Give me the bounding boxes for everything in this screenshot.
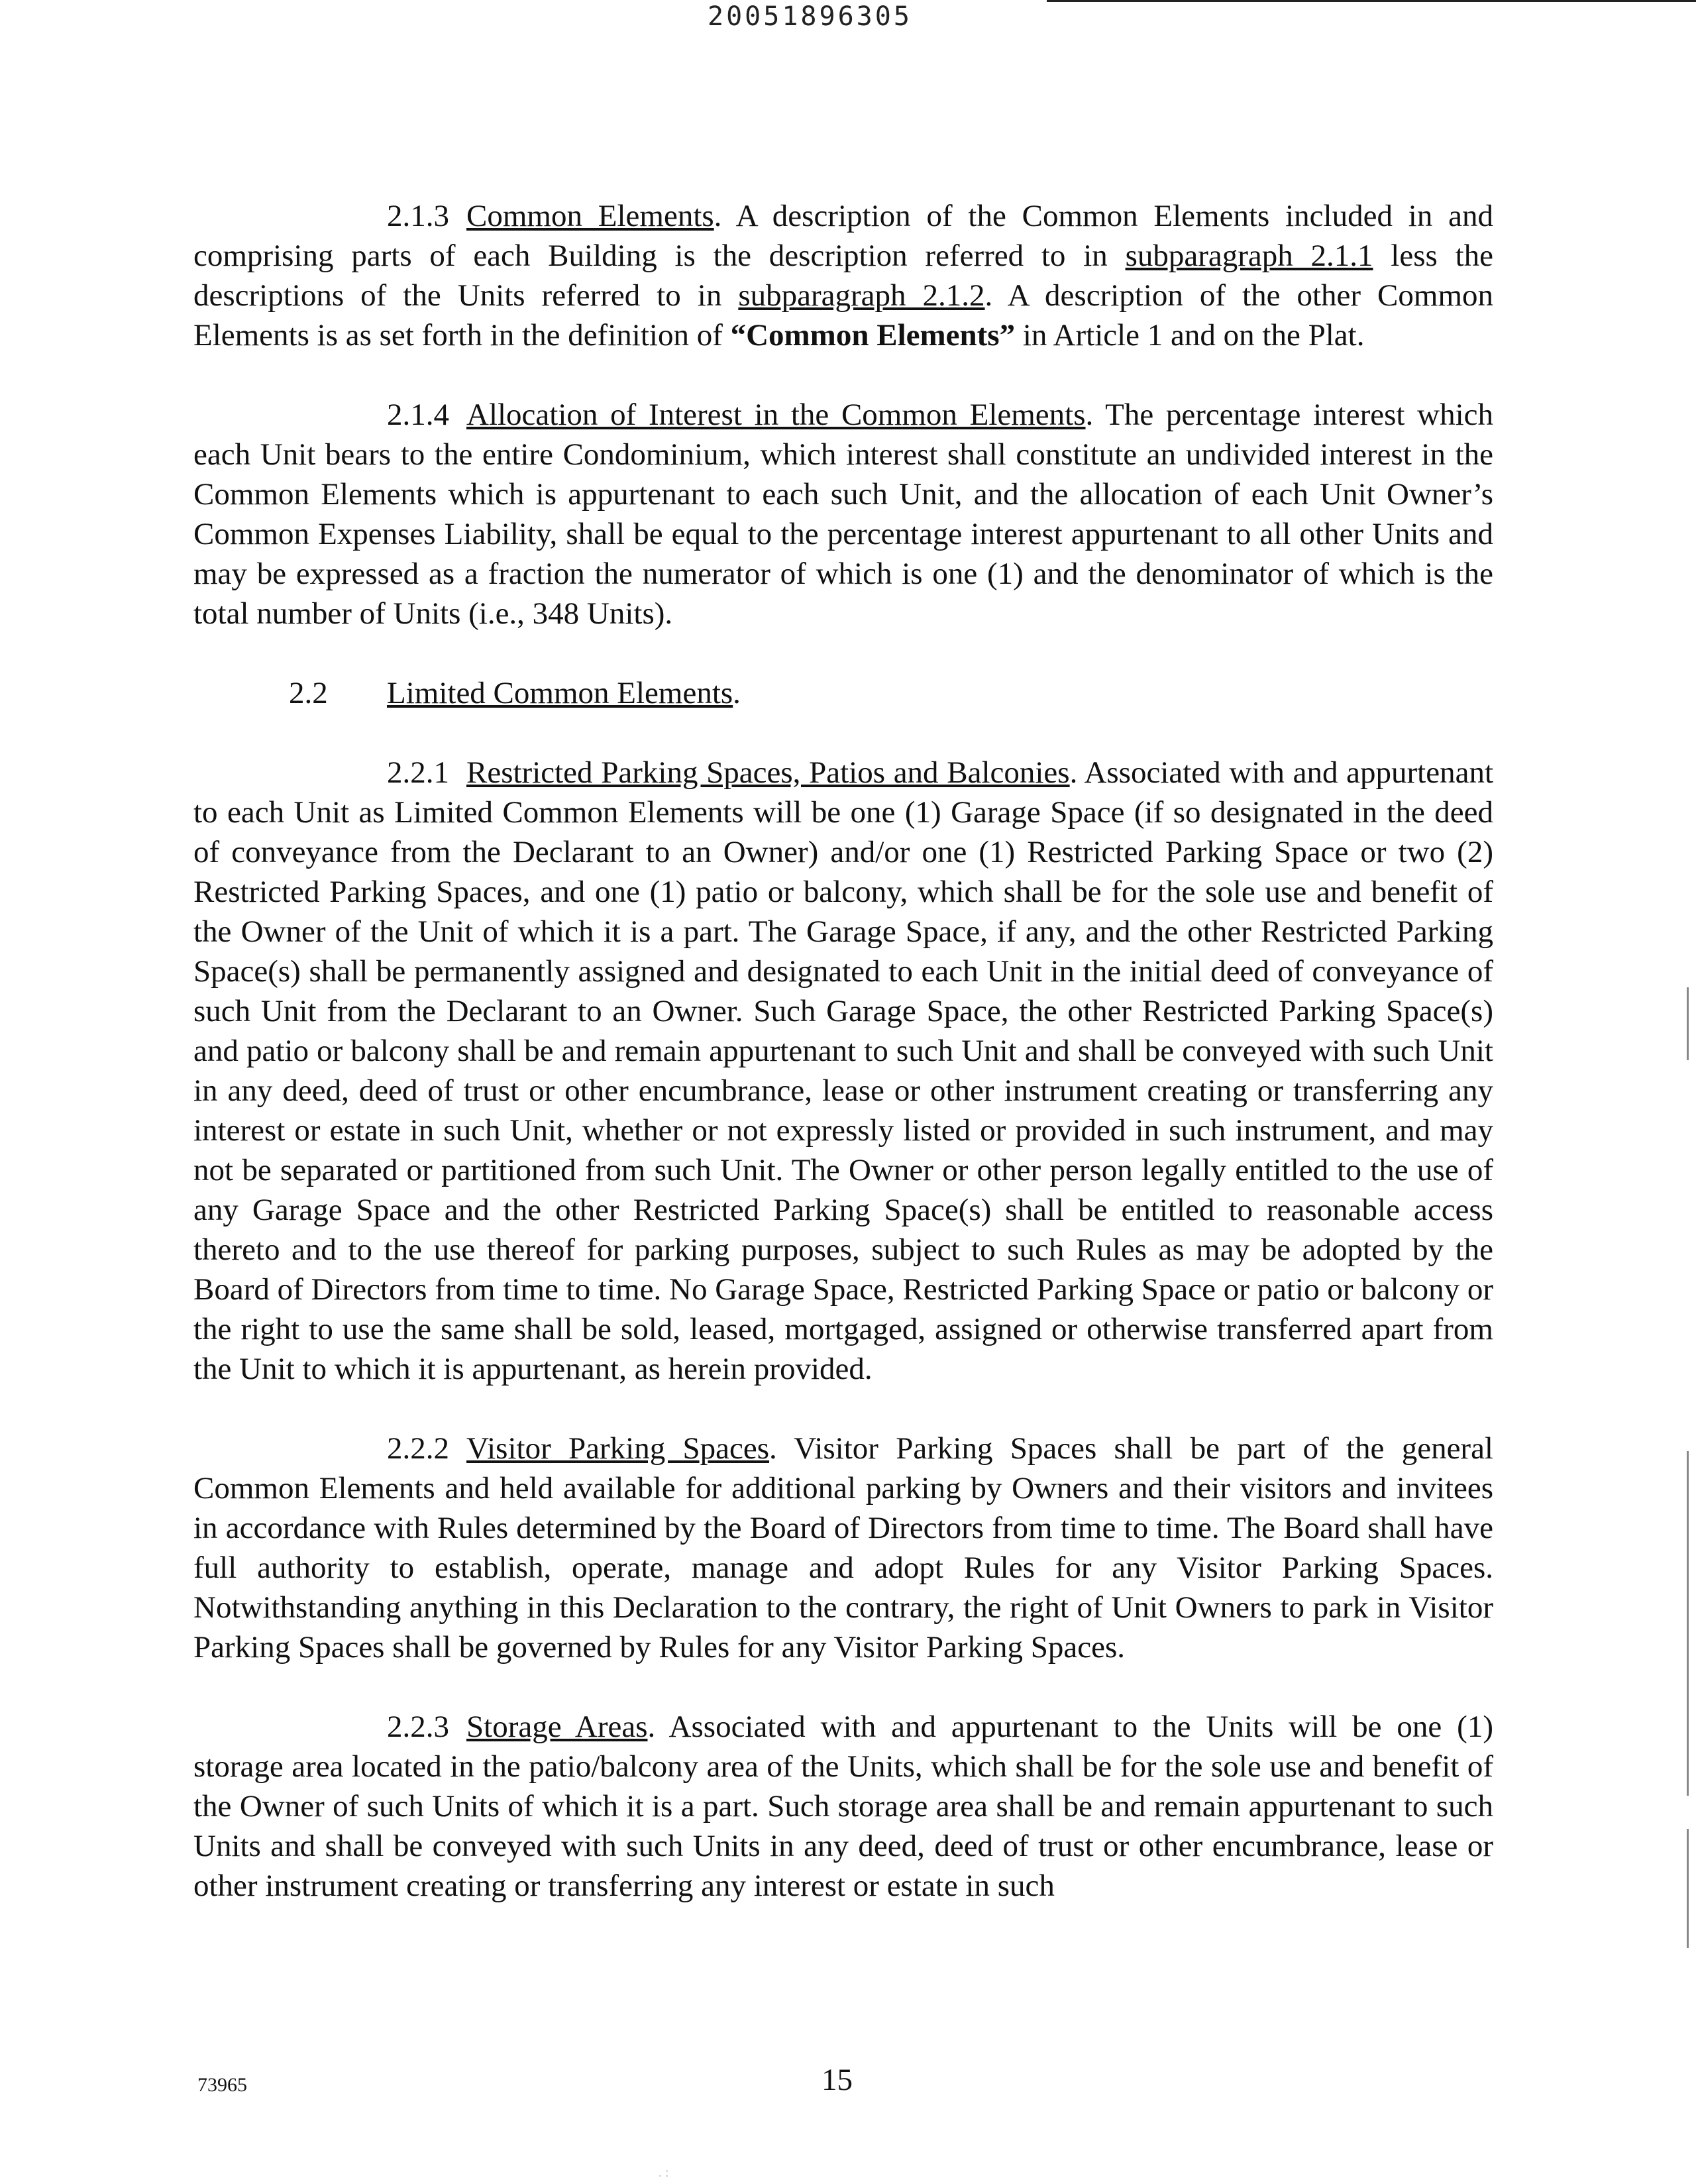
section-2-1-3 [193,196,1493,355]
section-number: 2.2.2 [387,1431,449,1466]
section-number: 2.2.1 [387,755,449,790]
document-body [193,196,1493,1945]
section-2-1-4 [193,395,1493,633]
section-text: . Visitor Parking Spaces shall be part of the general Common Elements and held available for additional parking by Owners and their visitors and invitees in accordance with Rules determined by the Board of Directors from time to time. The Board shall have full authority to establish, operate, manage and adopt Rules for any Visitor Parking Spaces. Notwithstanding anything in this Declaration to the contrary, the right of Unit Owners to park in Visitor Parking Spaces shall be governed by Rules for any Visitor Parking Spaces. [193,1431,1493,1665]
section-text: . Associated with and appurtenant to the Units will be one (1) storage area located in the patio/balcony area of the Units, which shall be for the sole use and benefit of the Owner of such Units of which it is a part. Such storage area shall be and remain appurtenant to such Units and shall be conveyed with such Units in any deed, deed of trust or other encumbrance, lease or other instrument creating or transferring any interest or estate in such [193,1710,1493,1903]
defined-term: “Common Elements” [730,318,1016,353]
cross-reference: subparagraph 2.1.1 [1125,239,1373,273]
section-text: . A description of the Common Elements included in and comprising parts of each Building is the description referred to in [193,199,1493,273]
section-title: Common Elements [466,199,714,233]
section-title: Visitor Parking Spaces [466,1431,770,1466]
footer-document-id: 73965 [197,2074,247,2096]
cross-reference: subparagraph 2.1.2 [738,278,985,313]
top-rule [1047,0,1696,2]
section-text: . A description of the other Common Elements is as set forth in the definition of [193,278,1493,353]
section-title: Allocation of Interest in the Common Elements [466,398,1086,432]
section-text: in Article 1 and on the Plat. [1015,318,1365,353]
margin-scan-mark [1687,987,1689,1060]
section-2-2 [193,673,1493,713]
margin-scan-mark [1687,1451,1689,1796]
section-number: 2.2 [289,676,328,710]
section-text: less the descriptions of the Units referred to in [193,239,1493,313]
section-2-2-3 [193,1707,1493,1906]
section-2-2-1 [193,753,1493,1389]
section-number: 2.2.3 [387,1710,449,1744]
section-title: Limited Common Elements [387,676,733,710]
section-number: 2.1.3 [387,199,449,233]
margin-scan-mark [1687,1829,1689,1948]
scan-artifact: . : [659,2165,669,2180]
document-stamp-number: 20051896305 [708,1,912,32]
section-text: . The percentage interest which each Unit bears to the entire Condominium, which interest shall constitute an undivided interest in the Common Elements which is appurtenant to each such Unit, and the allocation of each Unit Owner’s Common Expenses Liability, shall be equal to the percentage interest appurtenant to all other Units and may be expressed as a fraction the numerator of which is one (1) and the denominator of which is the total number of Units (i.e., 348 Units). [193,398,1493,631]
section-number: 2.1.4 [387,398,449,432]
section-text: . Associated with and appurtenant to each Unit as Limited Common Elements will be one (1) Garage Space (if so designated in the deed of conveyance from the Declarant to an Owner) and/or one (1) Restricted Parking Space or two (2) Restricted Parking Spaces, and one (1) patio or balcony, which shall be for the sole use and benefit of the Owner of the Unit of which it is a part. The Garage Space, if any, and the other Restricted Parking Space(s) shall be permanently assigned and designated to each Unit in the initial deed of conveyance of such Unit from the Declarant to an Owner. Such Garage Space, the other Restricted Parking Space(s) and patio or balcony shall be and remain appurtenant to such Unit and shall be conveyed with such Unit in any deed, deed of trust or other encumbrance, lease or other instrument creating or transferring any interest or estate in such Unit, whether or not expressly listed or provided in such instrument, and may not be separated or partitioned from such Unit. The Owner or other person legally entitled to the use of any Garage Space and the other Restricted Parking Space(s) shall be entitled to reasonable access thereto and to the use thereof for parking purposes, subject to such Rules as may be adopted by the Board of Directors from time to time. No Garage Space, Restricted Parking Space or patio or balcony or the right to use the same shall be sold, leased, mortgaged, assigned or otherwise transferred apart from the Unit to which it is appurtenant, as herein provided. [193,755,1494,1386]
section-title: Storage Areas [466,1710,648,1744]
section-title: Restricted Parking Spaces, Patios and Balconies [466,755,1070,790]
section-text: . [733,676,741,710]
section-2-2-2 [193,1429,1493,1667]
page-number: 15 [822,2063,853,2097]
